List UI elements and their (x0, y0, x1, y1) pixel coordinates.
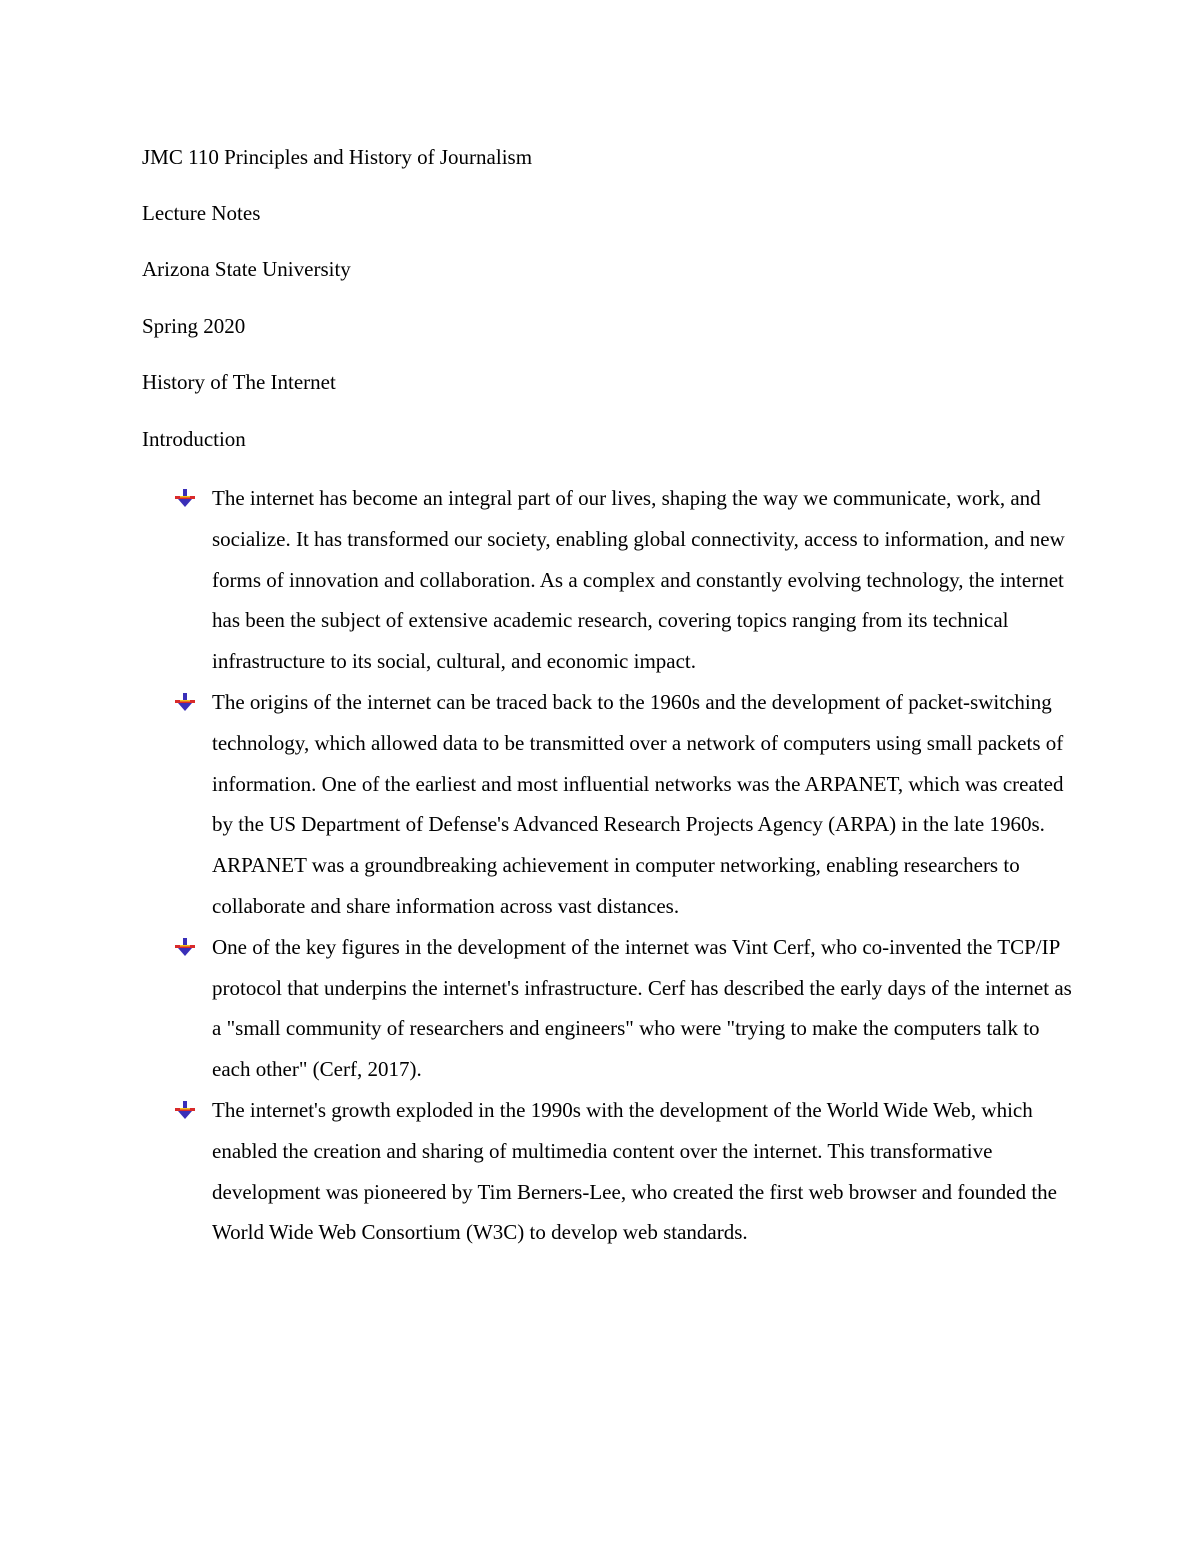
term: Spring 2020 (142, 314, 246, 338)
arrow-bullet-icon (174, 487, 196, 509)
list-item (142, 682, 1072, 927)
bullet-text: The internet has become an integral part of our lives, shaping the way we communicate, work, and socialize. It has transformed our society, enabling global connectivity, access to information, and new forms of innovation and collaboration. As a complex and constantly evolving technology, the internet has been the subject of extensive academic research, covering topics ranging from its technical infrastructure to its social, cultural, and economic impact. (212, 486, 1065, 674)
list-item (142, 478, 1072, 682)
list-item (142, 1090, 1072, 1253)
section-heading: Introduction (142, 427, 246, 451)
bullet-list (142, 478, 1072, 1253)
arrow-bullet-icon (174, 691, 196, 713)
bullet-text: The origins of the internet can be traced back to the 1960s and the development of packet-switching technology, which allowed data to be transmitted over a network of computers using small packets of information. One of the earliest and most influential networks was the ARPANET, which was created by the US Department of Defense's Advanced Research Projects Agency (ARPA) in the late 1960s. ARPANET was a groundbreaking achievement in computer networking, enabling researchers to collaborate and share information across vast distances. (212, 689, 1064, 918)
list-item (142, 927, 1072, 1090)
arrow-bullet-icon (174, 1099, 196, 1121)
bullet-text: One of the key figures in the development of the internet was Vint Cerf, who co-invented the TCP/IP protocol that underpins the internet's infrastructure. Cerf has described the early days of the internet as a "small community of researchers and engineers" who were "trying to make the computers talk to each other" (Cerf, 2017). (212, 934, 1072, 1082)
course-title: JMC 110 Principles and History of Journalism (142, 145, 533, 169)
document-type: Lecture Notes (142, 201, 261, 225)
bullet-text: The internet's growth exploded in the 1990s with the development of the World Wide Web, which enabled the creation and sharing of multimedia content over the internet. This transformative development was pioneered by Tim Berners-Lee, who created the first web browser and founded the World Wide Web Consortium (W3C) to develop web standards. (212, 1097, 1057, 1245)
topic-heading: History of The Internet (142, 370, 336, 394)
institution-name: Arizona State University (142, 257, 351, 281)
arrow-bullet-icon (174, 936, 196, 958)
